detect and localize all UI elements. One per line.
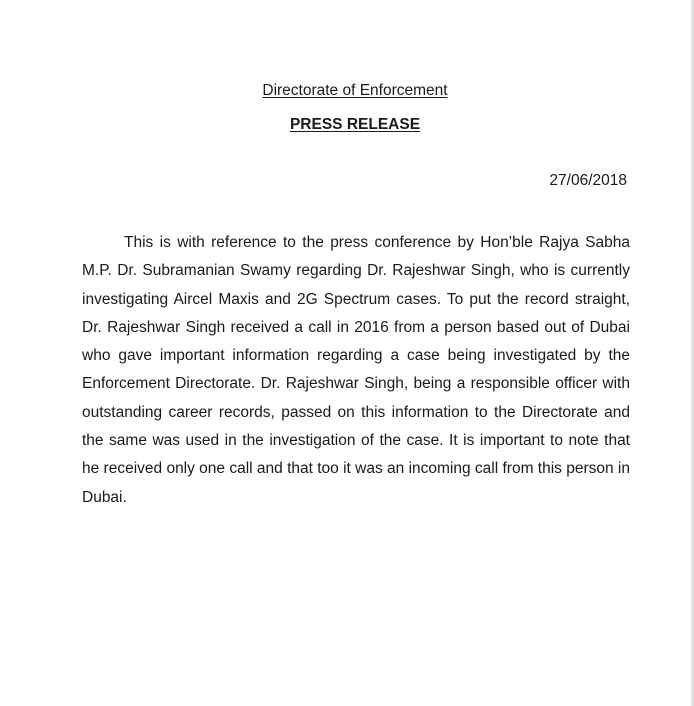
release-date: 27/06/2018 [549,172,627,189]
press-release-heading: PRESS RELEASE [289,116,421,133]
body-paragraph: This is with reference to the press conference by Hon’ble Rajya Sabha M.P. Dr. Subramanian Swamy regarding Dr. Rajeshwar Singh, who is currently investigating Aircel Maxis and 2G Spectrum cases. To put the record straight, Dr. Rajeshwar Singh received a call in 2016 from a person based out of Dubai who gave important information regarding a case being investigated by the Enforcement Directorate. Dr. Rajeshwar Singh, being a responsible officer with outstanding career records, passed on this information to the Directorate and the same was used in the investigation of the case. It is important to note that he received only one call and that too it was an incoming call from this person in Dubai. [82,234,630,506]
organization-name: Directorate of Enforcement [262,82,448,99]
